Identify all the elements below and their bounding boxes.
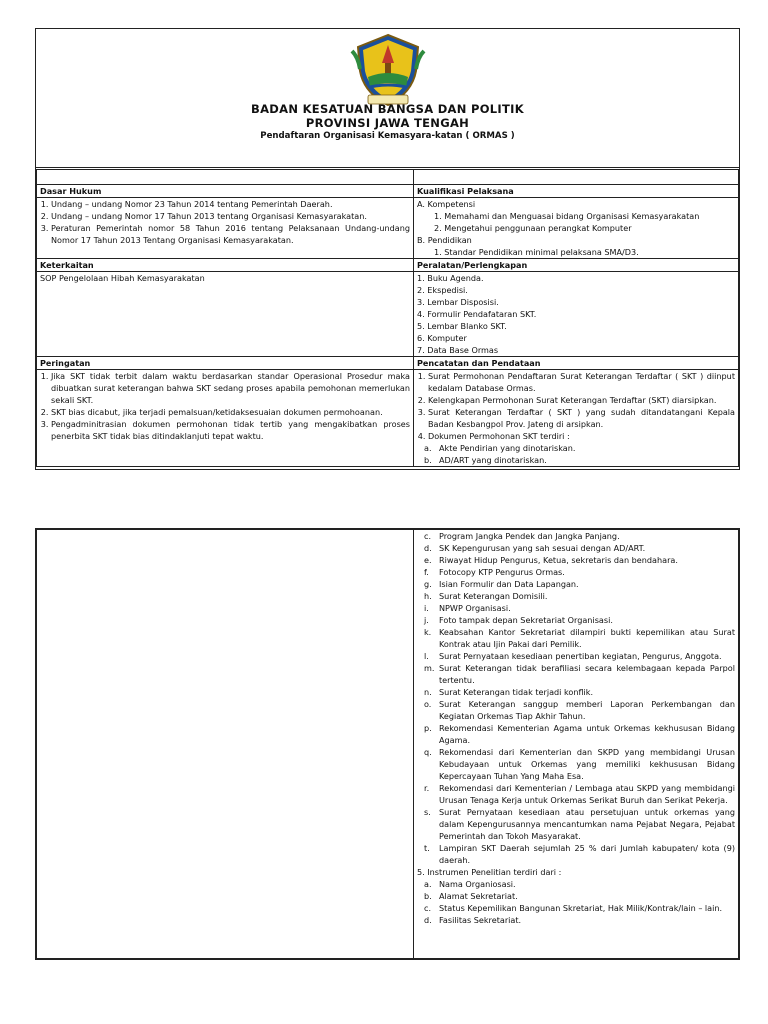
pencatatan-heading: Pencatatan dan Pendataan bbox=[414, 357, 739, 370]
list-item-letter: l. bbox=[424, 651, 429, 661]
list-item: 2. Mengetahui penggunaan perangkat Komputer bbox=[434, 223, 632, 233]
list-item-text: Surat Keterangan tidak berafiliasi secara kelembagaan kepada Parpol tertentu. bbox=[439, 663, 735, 685]
list-item: 2. SKT bias dicabut, jika terjadi pemalsuan/ketidaksesuaian dokumen permohoanan. bbox=[51, 406, 410, 418]
list-item: A. Kompetensi bbox=[417, 199, 476, 209]
list-item-text: Fotocopy KTP Pengurus Ormas. bbox=[439, 567, 565, 577]
list-item-letter: r. bbox=[424, 783, 430, 793]
dasar-hukum-list bbox=[40, 198, 410, 246]
list-item: 3. Surat Keterangan Terdaftar ( SKT ) yang sudah ditandatangani Kepala Badan Kesbangpol Prov. Jateng di arsipkan. bbox=[428, 406, 735, 430]
list-item: 4. Formulir Pendafataran SKT. bbox=[417, 309, 537, 319]
list-item: 3. Pengadminitrasian dokumen permohonan tidak tertib yang mengakibatkan proses penerbita SKT tidak bias ditindaklanjuti tepat waktu. bbox=[51, 418, 410, 442]
list-item-text: NPWP Organisasi. bbox=[439, 603, 511, 613]
list-item-letter: k. bbox=[424, 627, 432, 637]
list-item: 1. Undang – undang Nomor 23 Tahun 2014 tentang Pemerintah Daerah. bbox=[51, 198, 410, 210]
list-item-letter: a. bbox=[424, 443, 432, 453]
list-item-letter: c. bbox=[424, 903, 432, 913]
list-item: 2. Kelengkapan Permohonan Surat Keterangan Terdaftar (SKT) diarsipkan. bbox=[428, 394, 735, 406]
list-item: 4. Dokumen Permohonan SKT terdiri : bbox=[428, 430, 735, 442]
list-item: 1. Standar Pendidikan minimal pelaksana SMA/D3. bbox=[434, 247, 639, 257]
list-item-text: Foto tampak depan Sekretariat Organisasi. bbox=[439, 615, 613, 625]
list-item-letter: h. bbox=[424, 591, 432, 601]
list-item-text: Alamat Sekretariat. bbox=[439, 891, 518, 901]
list-item: B. Pendidikan bbox=[417, 235, 472, 245]
list-item-text: Nama Organiosasi. bbox=[439, 879, 516, 889]
list-item bbox=[417, 626, 735, 650]
list-item-text: SK Kepengurusan yang sah sesuai dengan AD/ART. bbox=[439, 543, 646, 553]
list-item-text: Akte Pendirian yang dinotariskan. bbox=[439, 443, 576, 453]
agency-title: BADAN KESATUAN BANGSA DAN POLITIK bbox=[251, 102, 524, 116]
list-item bbox=[417, 878, 735, 890]
keterkaitan-heading: Keterkaitan bbox=[37, 259, 414, 272]
list-item-letter: f. bbox=[424, 567, 429, 577]
list-item-text: Riwayat Hidup Pengurus, Ketua, sekretaris dan bendahara. bbox=[439, 555, 678, 565]
list-item-text: Rekomendasi dari Kementerian / Lembaga atau SKPD yang membidangi Urusan Tenaga Kerja untuk Orkemas Serikat Buruh dan Serikat Pekerja. bbox=[439, 783, 735, 805]
list-item-letter: s. bbox=[424, 807, 431, 817]
list-item bbox=[417, 890, 735, 902]
dasar-hukum-heading: Dasar Hukum bbox=[37, 185, 414, 198]
list-item bbox=[417, 566, 735, 578]
dokumen-list-page-1 bbox=[417, 442, 735, 466]
list-item bbox=[417, 806, 735, 842]
list-item bbox=[417, 914, 735, 926]
list-item: 5. Lembar Blanko SKT. bbox=[417, 321, 507, 331]
list-item-letter: n. bbox=[424, 687, 432, 697]
document-header bbox=[36, 29, 739, 168]
list-item-letter: e. bbox=[424, 555, 432, 565]
list-item-letter: a. bbox=[424, 879, 432, 889]
list-item: 3. Lembar Disposisi. bbox=[417, 297, 499, 307]
sop-page-2 bbox=[35, 528, 740, 960]
list-item-text: Isian Formulir dan Data Lapangan. bbox=[439, 579, 579, 589]
list-item bbox=[417, 698, 735, 722]
list-item-letter: b. bbox=[424, 891, 432, 901]
list-item-letter: g. bbox=[424, 579, 432, 589]
list-item bbox=[417, 554, 735, 566]
document-subtitle: Pendaftaran Organisasi Kemasyara-katan ( ORMAS ) bbox=[260, 131, 515, 141]
list-item bbox=[417, 442, 735, 454]
list-item-text: Lampiran SKT Daerah sejumlah 25 % dari Jumlah kabupaten/ kota (9) daerah. bbox=[439, 843, 735, 865]
province-title: PROVINSI JAWA TENGAH bbox=[305, 116, 470, 130]
peralatan-list bbox=[417, 272, 735, 356]
list-item-text: Surat Pernyataan kesediaan atau persetujuan untuk orkemas yang dalam Kepengurusannya mencantumkan nama Pejabat Negara, Pejabat Pemerintah dan Tokoh Masyarakat. bbox=[439, 807, 735, 841]
pencatatan-list bbox=[417, 370, 735, 442]
list-item bbox=[417, 782, 735, 806]
list-item bbox=[417, 602, 735, 614]
list-item: 7. Data Base Ormas bbox=[417, 345, 499, 355]
list-item-letter: d. bbox=[424, 543, 432, 553]
list-item-letter: o. bbox=[424, 699, 432, 709]
list-item-letter: b. bbox=[424, 455, 432, 465]
list-item bbox=[417, 542, 735, 554]
instrumen-list bbox=[417, 878, 735, 926]
list-item bbox=[417, 722, 735, 746]
list-item: 1. Jika SKT tidak terbit dalam waktu berdasarkan standar Operasional Prosedur maka dibuatkan surat keterangan bahwa SKT sedang proses apabila pemohonan memerlukan sekali SKT. bbox=[51, 370, 410, 406]
list-item bbox=[417, 686, 735, 698]
list-item bbox=[417, 842, 735, 866]
sop-table-page-1 bbox=[36, 169, 739, 467]
list-item: 3. Peraturan Pemerintah nomor 58 Tahun 2016 tentang Pelaksanaan Undang-undang Nomor 17 Tahun 2013 Tentang Organisasi Kemasyarakatan. bbox=[51, 222, 410, 246]
keterkaitan-text: SOP Pengelolaan Hibah Kemasyarakatan bbox=[37, 272, 414, 357]
instrumen-heading: 5. Instrumen Penelitian terdiri dari : bbox=[417, 867, 562, 877]
list-item: 1. Memahami dan Menguasai bidang Organisasi Kemasyarakatan bbox=[434, 211, 700, 221]
list-item-text: AD/ART yang dinotariskan. bbox=[439, 455, 547, 465]
list-item-text: Rekomendasi dari Kementerian dan SKPD yang membidangi Urusan Kebudayaan untuk Orkemas yang memiliki kekhususan Bidang Kepercayaan Tuhan Yang Maha Esa. bbox=[439, 747, 735, 781]
list-item: 6. Komputer bbox=[417, 333, 467, 343]
list-item-text: Surat Keterangan Domisili. bbox=[439, 591, 548, 601]
list-item-letter: t. bbox=[424, 843, 430, 853]
list-item: 1. Buku Agenda. bbox=[417, 273, 484, 283]
jawa-tengah-emblem-icon bbox=[348, 33, 428, 109]
peringatan-heading: Peringatan bbox=[37, 357, 414, 370]
list-item-text: Fasilitas Sekretariat. bbox=[439, 915, 522, 925]
list-item bbox=[417, 902, 735, 914]
list-item-letter: m. bbox=[424, 663, 435, 673]
sop-page-1 bbox=[35, 28, 740, 470]
list-item-text: Surat Pernyataan kesediaan penertiban kegiatan, Pengurus, Anggota. bbox=[439, 651, 722, 661]
list-item-letter: j. bbox=[424, 615, 429, 625]
list-item bbox=[417, 614, 735, 626]
kualifikasi-list bbox=[414, 198, 739, 259]
dokumen-list-page-2 bbox=[417, 530, 735, 866]
kualifikasi-heading: Kualifikasi Pelaksana bbox=[414, 185, 739, 198]
list-item bbox=[417, 662, 735, 686]
sop-table-page-2 bbox=[36, 529, 739, 959]
list-item-text: Status Kepemilikan Bangunan Skretariat, Hak Milik/Kontrak/lain – lain. bbox=[439, 903, 723, 913]
list-item-text: Program Jangka Pendek dan Jangka Panjang. bbox=[439, 531, 620, 541]
list-item-letter: c. bbox=[424, 531, 432, 541]
list-item-letter: p. bbox=[424, 723, 432, 733]
list-item: 2. Undang – undang Nomor 17 Tahun 2013 tentang Organisasi Kemasyarakatan. bbox=[51, 210, 410, 222]
peralatan-heading: Peralatan/Perlengkapan bbox=[414, 259, 739, 272]
list-item-letter: q. bbox=[424, 747, 432, 757]
list-item-text: Rekomendasi Kementerian Agama untuk Orkemas kekhususan Bidang Agama. bbox=[439, 723, 735, 745]
list-item bbox=[417, 746, 735, 782]
list-item: 1. Surat Permohonan Pendaftaran Surat Keterangan Terdaftar ( SKT ) diinput kedalam Database Ormas. bbox=[428, 370, 735, 394]
list-item-text: Surat Keterangan tidak terjadi konflik. bbox=[439, 687, 594, 697]
list-item-text: Surat Keterangan sanggup memberi Laporan Perkembangan dan Kegiatan Orkemas Tiap Akhir Tahun. bbox=[439, 699, 735, 721]
list-item bbox=[417, 454, 735, 466]
list-item-letter: i. bbox=[424, 603, 429, 613]
list-item: 2. Ekspedisi. bbox=[417, 285, 468, 295]
list-item-letter: d. bbox=[424, 915, 432, 925]
list-item bbox=[417, 650, 735, 662]
empty-left-cell bbox=[37, 530, 414, 959]
list-item bbox=[417, 578, 735, 590]
list-item-text: Keabsahan Kantor Sekretariat dilampiri bukti kepemilikan atau Surat Kontrak atau Ijin Pakai dari Pemilik. bbox=[439, 627, 735, 649]
peringatan-list bbox=[40, 370, 410, 442]
list-item bbox=[417, 530, 735, 542]
list-item bbox=[417, 590, 735, 602]
